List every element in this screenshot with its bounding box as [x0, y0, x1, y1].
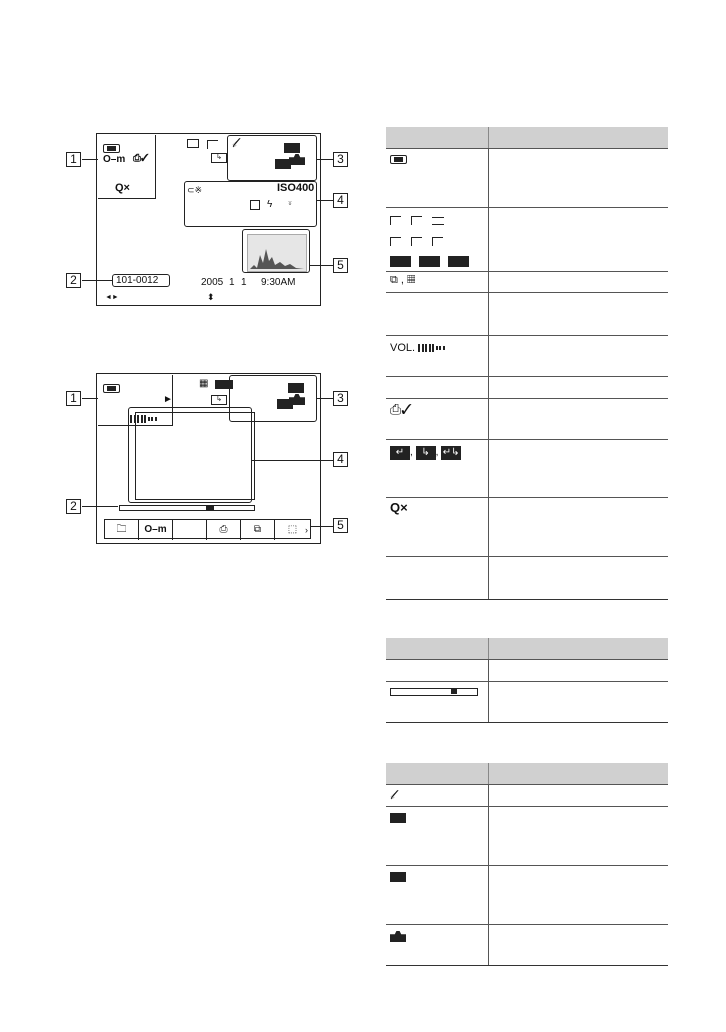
slideshow-button[interactable]: ⧉ [241, 520, 275, 540]
folder-change-icon: ↳ [211, 153, 227, 163]
leader-box-5 [242, 229, 310, 273]
protect-icon: O–m [103, 154, 126, 165]
battery-remaining-icon-t [390, 155, 407, 164]
callout-3: 3 [333, 152, 348, 167]
leader-line-1 [82, 159, 98, 160]
leader-line-4 [317, 200, 333, 201]
play-icon: ► [163, 394, 173, 405]
folder-button[interactable]: 🗀 [105, 520, 139, 540]
leader-line-f2-1 [82, 398, 98, 399]
internal-memory-icon-t [390, 931, 406, 942]
movie-icon: ▦ [199, 378, 209, 389]
callout-2: 2 [66, 273, 81, 288]
table-row [386, 557, 668, 600]
callout-f2-1: 1 [66, 391, 81, 406]
leader-box-3 [227, 135, 317, 181]
white-balance-icon: ⊂※ [187, 185, 203, 195]
table-row [386, 377, 668, 399]
burst-movie-mode-icons: ⧉ , ▦ [390, 274, 416, 286]
leader-line-f2-5 [310, 526, 333, 527]
playback-bar-icon [390, 688, 478, 696]
image-size-icon [207, 140, 218, 149]
table-row [386, 336, 668, 377]
folder-change-icon-2: ↳ [211, 395, 227, 405]
leader-line-3 [317, 159, 333, 160]
callout-4: 4 [333, 193, 348, 208]
sunlight-wb-icon: ⍤ [287, 198, 293, 209]
reference-table-3 [386, 763, 668, 966]
table-row [386, 293, 668, 336]
callout-5: 5 [333, 258, 348, 273]
zoom-out-icon: Q× [115, 182, 130, 194]
print-order-icon: ⎙✓ [133, 153, 149, 164]
callout-f2-4: 4 [333, 452, 348, 467]
burst-icon [187, 139, 199, 148]
time: 9:30AM [261, 277, 296, 288]
toolbar-next-arrow[interactable]: › [305, 525, 308, 535]
callout-f2-5: 5 [333, 518, 348, 533]
file-number: 101-0012 [116, 275, 159, 286]
table-header [386, 638, 668, 660]
table-header [386, 127, 668, 149]
print-button[interactable]: ⎙ [207, 520, 241, 540]
playback-folder-icon-t [390, 872, 406, 882]
nav-left-right-icon: ◄► [105, 294, 119, 301]
leader-box-4 [184, 181, 317, 227]
nav-up-down-icon: ⬍ [207, 292, 215, 302]
table-row [386, 785, 668, 807]
table-row [386, 660, 668, 682]
table-row [386, 208, 668, 272]
table-row [386, 399, 668, 440]
image-size-icons [390, 216, 484, 269]
memory-stick-icon: 𝓁 [232, 135, 237, 150]
leader-line-f2-4 [252, 460, 333, 461]
recording-folder-icon-t [390, 813, 406, 823]
zoom-out-icon-t: Q× [390, 500, 408, 515]
iso-value: ISO400 [277, 182, 315, 194]
playback-bar[interactable] [119, 505, 255, 511]
leader-box-1 [98, 135, 156, 199]
table-row [386, 682, 668, 723]
leader-line-2 [82, 280, 112, 281]
resize-button[interactable]: ⬚ [287, 524, 298, 535]
memory-stick-icon-t: 𝓁 [390, 787, 395, 802]
callout-1: 1 [66, 152, 81, 167]
date-day: 1 [241, 277, 247, 288]
date-month: 1 [229, 277, 235, 288]
table-row [386, 272, 668, 293]
leader-line-f2-2 [82, 506, 118, 507]
leader-box-f2-4 [128, 407, 252, 503]
volume-icon: VOL. [390, 342, 446, 354]
reference-table-2 [386, 638, 668, 723]
callout-f2-3: 3 [333, 391, 348, 406]
table-row [386, 866, 668, 925]
blank-button[interactable] [173, 520, 207, 540]
leader-line-f2-3 [317, 398, 333, 399]
table-header [386, 763, 668, 785]
table-row [386, 149, 668, 208]
table-row [386, 440, 668, 498]
table-row [386, 925, 668, 966]
reference-table-1 [386, 127, 668, 600]
playback-bar-knob[interactable] [206, 505, 214, 511]
date-year: 2005 [201, 277, 224, 288]
flash-icon: ϟ [267, 199, 273, 210]
toolbar [104, 519, 311, 539]
folder-change-icons: ↵ , ↳ , ↵↳ [390, 447, 461, 458]
callout-f2-2: 2 [66, 499, 81, 514]
table-row [386, 498, 668, 557]
table-row [386, 807, 668, 866]
protect-button[interactable]: O–m [139, 520, 173, 540]
print-order-icon-t: ⎙✓ [390, 401, 412, 417]
leader-line-5 [310, 265, 333, 266]
